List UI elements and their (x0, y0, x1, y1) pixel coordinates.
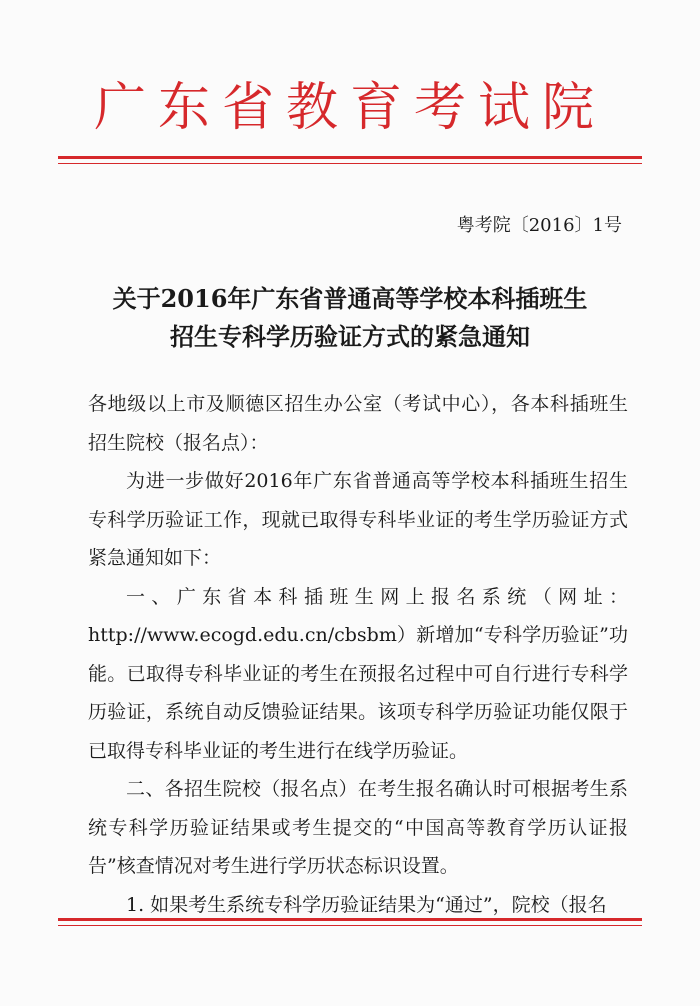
footer-rule-thin (58, 925, 642, 926)
document-number: 粤考院〔2016〕1号 (456, 215, 622, 236)
sub-item-one-paragraph: 1. 如果考生系统专科学历验证结果为“通过”，院校（报名 (126, 893, 607, 916)
item-one-paragraph: 一、广东省本科插班生网上报名系统（网址：http://www.ecogd.edu.cn/cbsbm）新增加“专科学历验证”功能。已取得专科毕业证的考生在预报名过程中可自行进行专科学历验证，系统自动反馈验证结果。该项专科学历验证功能仅限于已取得专科毕业证的考生进行在线学历验证。 (88, 585, 628, 762)
document-title-line-2: 招生专科学历验证方式的紧急通知 (170, 322, 530, 351)
footer-rule-thick (58, 918, 642, 921)
document-body (88, 385, 628, 924)
letterhead-rule-thick (58, 156, 642, 159)
document-title (0, 280, 700, 356)
letterhead-rule-thin (58, 163, 642, 164)
intro-paragraph: 为进一步做好2016年广东省普通高等学校本科插班生招生专科学历验证工作，现就已取得专科毕业证的考生学历验证方式紧急通知如下： (88, 470, 628, 569)
salutation-paragraph: 各地级以上市及顺德区招生办公室（考试中心），各本科插班生招生院校（报名点）： (88, 393, 628, 454)
letterhead-org-name: 广东省教育考试院 (93, 78, 606, 138)
item-two-paragraph: 二、各招生院校（报名点）在考生报名确认时可根据考生系统专科学历验证结果或考生提交的“中国高等教育学历认证报告”核查情况对考生进行学历状态标识设置。 (88, 778, 628, 877)
document-title-line-1: 关于2016年广东省普通高等学校本科插班生 (112, 284, 588, 313)
